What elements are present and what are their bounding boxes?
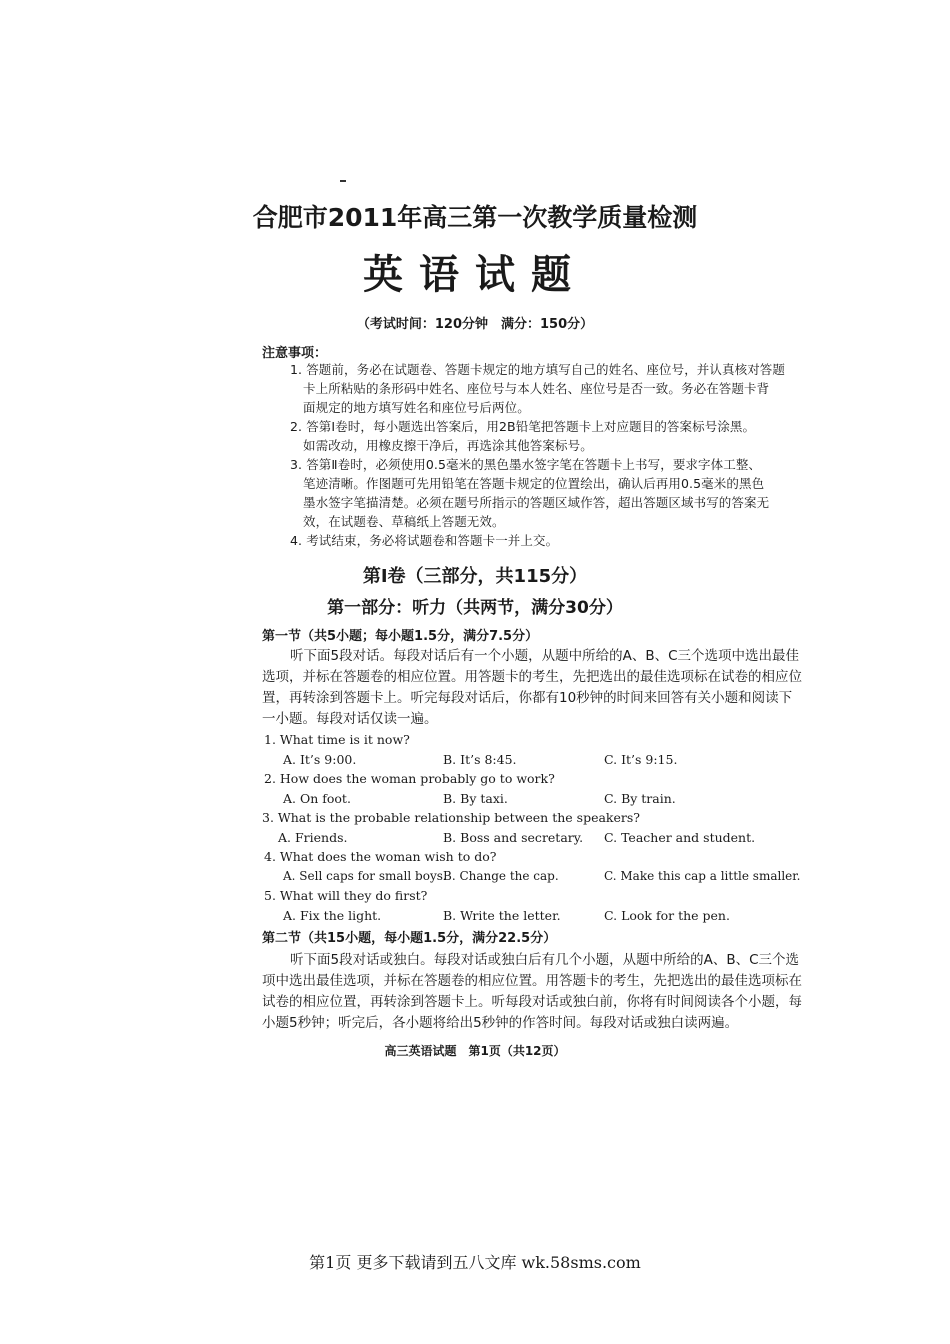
option-a: A. Sell caps for small boys. bbox=[283, 869, 447, 883]
option-b: B. Boss and secretary. bbox=[443, 830, 584, 845]
notice-line: 1. 答题前，务必在试题卷、答题卡规定的地方填写自己的姓名、座位号，并认真核对答题 bbox=[290, 362, 786, 377]
question-2: 2. How does the woman probably go to work? bbox=[264, 771, 555, 786]
sec2-line: 项中选出最佳选项，并标在答题卷的相应位置。用答题卡的考生，先把选出的最佳选项标在 bbox=[262, 973, 802, 989]
sec1-line: 选项，并标在答题卷的相应位置。用答题卡的考生，先把选出的最佳选项标在试卷的相应位 bbox=[262, 669, 802, 685]
option-b: B. By taxi. bbox=[443, 791, 508, 806]
notice-heading: 注意事项： bbox=[262, 346, 328, 361]
sec2-line: 听下面5段对话或独白。每段对话或独白后有几个小题，从题中所给的A、B、C三个选 bbox=[290, 952, 800, 968]
question-5: 5. What will they do first? bbox=[264, 888, 428, 903]
sec1-heading: 第一节（共5小题；每小题1.5分，满分7.5分） bbox=[262, 629, 539, 644]
question-4: 4. What does the woman wish to do? bbox=[264, 849, 497, 864]
exam-title: 合肥市2011年高三第一次教学质量检测 bbox=[252, 203, 698, 232]
sec2-line: 试卷的相应位置，再转涂到答题卡上。听每段对话或独白前，你将有时间阅读各个小题，每 bbox=[262, 994, 802, 1010]
scan-mark bbox=[340, 180, 346, 182]
sec1-line: 听下面5段对话。每段对话后有一个小题，从题中所给的A、B、C三个选项中选出最佳 bbox=[290, 648, 800, 664]
sec1-line: 一小题。每段对话仅读一遍。 bbox=[262, 711, 438, 727]
question-1: 1. What time is it now? bbox=[264, 732, 410, 747]
option-a: A. On foot. bbox=[283, 791, 351, 806]
web-footer: 第1页 更多下载请到五八文库 wk.58sms.com bbox=[309, 1253, 641, 1272]
option-c: C. Look for the pen. bbox=[604, 908, 730, 923]
notice-line: 卡上所粘贴的条形码中姓名、座位号与本人姓名、座位号是否一致。务必在答题卡背 bbox=[303, 381, 770, 396]
option-b: B. It’s 8:45. bbox=[443, 752, 517, 767]
option-b: B. Change the cap. bbox=[443, 869, 559, 883]
section-title: 第一部分：听力（共两节，满分30分） bbox=[327, 598, 623, 618]
notice-line: 墨水签字笔描清楚。必须在题号所指示的答题区域作答，超出答题区域书写的答案无 bbox=[303, 495, 770, 510]
option-c: C. It’s 9:15. bbox=[604, 752, 678, 767]
exam-info: （考试时间：120分钟 满分：150分） bbox=[356, 317, 594, 332]
notice-line: 2. 答第Ⅰ卷时，每小题选出答案后，用2B铅笔把答题卡上对应题目的答案标号涂黑。 bbox=[290, 419, 756, 434]
option-a: A. It’s 9:00. bbox=[283, 752, 357, 767]
sec2-line: 小题5秒钟；听完后，各小题将给出5秒钟的作答时间。每段对话或独白读两遍。 bbox=[262, 1015, 739, 1031]
notice-line: 效，在试题卷、草稿纸上答题无效。 bbox=[303, 514, 505, 529]
option-c: C. Make this cap a little smaller. bbox=[604, 869, 801, 883]
part1-title: 第Ⅰ卷（三部分，共115分） bbox=[362, 566, 588, 587]
page-footer: 高三英语试题 第1页（共12页） bbox=[384, 1044, 566, 1058]
question-3: 3. What is the probable relationship between the speakers? bbox=[262, 810, 640, 825]
subject-title: 英语试题 bbox=[363, 251, 587, 298]
option-a: A. Friends. bbox=[278, 830, 348, 845]
notice-line: 如需改动，用橡皮擦干净后，再选涂其他答案标号。 bbox=[303, 438, 593, 453]
notice-line: 面规定的地方填写姓名和座位号后两位。 bbox=[303, 400, 530, 415]
option-a: A. Fix the light. bbox=[283, 908, 382, 923]
option-c: C. By train. bbox=[604, 791, 676, 806]
sec1-line: 置，再转涂到答题卡上。听完每段对话后，你都有10秒钟的时间来回答有关小题和阅读下 bbox=[262, 690, 793, 706]
sec2-heading: 第二节（共15小题，每小题1.5分，满分22.5分） bbox=[262, 931, 557, 946]
notice-line: 3. 答第Ⅱ卷时，必须使用0.5毫米的黑色墨水签字笔在答题卡上书写，要求字体工整、 bbox=[290, 457, 762, 472]
notice-line: 笔迹清晰。作图题可先用铅笔在答题卡规定的位置绘出，确认后再用0.5毫米的黑色 bbox=[303, 476, 765, 491]
option-c: C. Teacher and student. bbox=[604, 830, 756, 845]
option-b: B. Write the letter. bbox=[443, 908, 561, 923]
notice-line: 4. 考试结束，务必将试题卷和答题卡一并上交。 bbox=[290, 533, 559, 548]
